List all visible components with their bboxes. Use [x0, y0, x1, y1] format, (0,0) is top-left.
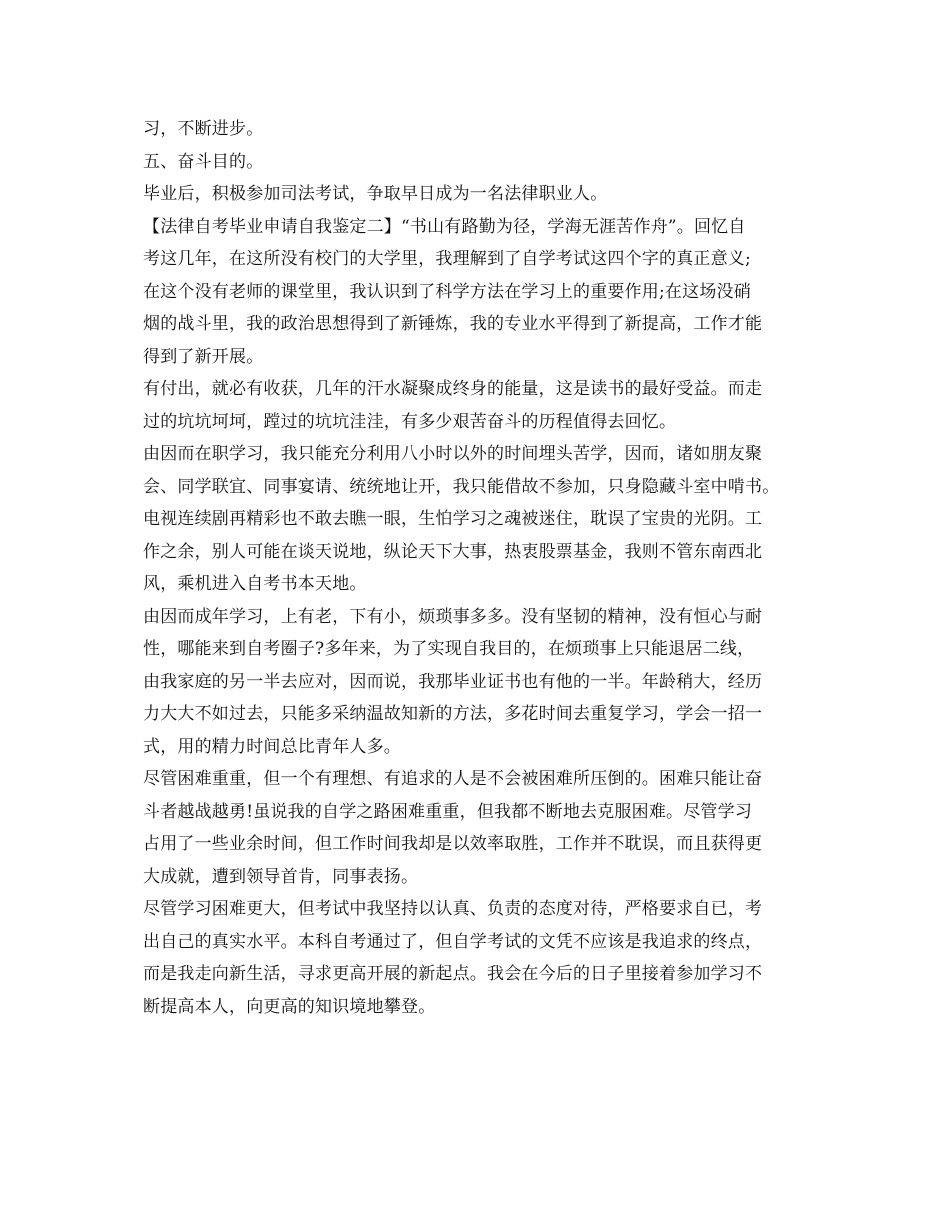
- text-line: 出自己的真实水平。本科自考通过了，但自学考试的文凭不应该是我追求的终点，: [143, 931, 763, 952]
- text-line: 过的坑坑坷坷，蹚过的坑坑洼洼，有多少艰苦奋斗的历程值得去回忆。: [143, 411, 677, 432]
- text-line: 【法律自考毕业申请自我鉴定二】“书山有路勤为径，学海无涯苦作舟”。回忆自: [143, 216, 746, 237]
- text-line: 作之余，别人可能在谈天说地，纵论天下大事，热衷股票基金，我则不管东南西北: [143, 541, 763, 562]
- text-line: 由因而在职学习，我只能充分利用八小时以外的时间埋头苦学，因而，诸如朋友聚: [143, 444, 763, 464]
- text-line: 风，乘机进入自考书本天地。: [143, 574, 367, 594]
- text-line: 力大大不如过去，只能多采纳温故知新的方法，多花时间去重复学习，学会一招一: [143, 704, 763, 724]
- text-line: 占用了一些业余时间，但工作时间我却是以效率取胜，工作并不耽误，而且获得更: [143, 834, 763, 854]
- text-line: 在这个没有老师的课堂里，我认识到了科学方法在学习上的重要作用;在这场没硝: [143, 281, 751, 302]
- text-line: 由因而成年学习，上有老，下有小，烦琐事多多。没有坚韧的精神，没有恒心与耐: [143, 606, 763, 627]
- text-line: 式，用的精力时间总比青年人多。: [143, 736, 401, 757]
- text-line: 习，不断进步。: [143, 119, 264, 139]
- text-line: 电视连续剧再精彩也不敢去瞧一眼，生怕学习之魂被迷住，耽误了宝贵的光阴。工: [143, 509, 763, 529]
- text-line: 尽管学习困难更大，但考试中我坚持以认真、负责的态度对待，严格要求自已，考: [143, 899, 763, 919]
- text-line: 而是我走向新生活，寻求更高开展的新起点。我会在今后的日子里接着参加学习不: [143, 964, 763, 984]
- section-heading: 五、奋斗目的。: [143, 151, 264, 172]
- text-line: 毕业后，积极参加司法考试，争取早日成为一名法律职业人。: [143, 184, 608, 204]
- text-line: 性，哪能来到自考圈子?多年来，为了实现自我目的，在烦琐事上只能退居二线，: [143, 639, 755, 659]
- text-line: 断提高本人，向更高的知识境地攀登。: [143, 996, 436, 1017]
- text-line: 由我家庭的另一半去应对，因而说，我那毕业证书也有他的一半。年龄稍大，经历: [143, 671, 763, 692]
- text-line: 烟的战斗里，我的政治思想得到了新锤炼，我的专业水平得到了新提高，工作才能: [143, 314, 763, 334]
- text-line: 尽管困难重重，但一个有理想、有追求的人是不会被困难所压倒的。困难只能让奋: [143, 769, 763, 789]
- text-line: 得到了新开展。: [143, 346, 264, 367]
- text-line: 有付出，就必有收获，几年的汗水凝聚成终身的能量，这是读书的最好受益。而走: [143, 379, 763, 399]
- text-line: 大成就，遭到领导首肯，同事表扬。: [143, 866, 419, 887]
- text-line: 斗者越战越勇!虽说我的自学之路困难重重，但我都不断地去克服困难。尽管学习: [143, 801, 753, 822]
- text-line: 考这几年，在这所没有校门的大学里，我理解到了自学考试这四个字的真正意义;: [143, 249, 751, 269]
- text-line: 会、同学联宜、同事宴请、统统地让开，我只能借故不参加，只身隐藏斗室中啃书。: [143, 476, 780, 497]
- document-body: [143, 113, 823, 1023]
